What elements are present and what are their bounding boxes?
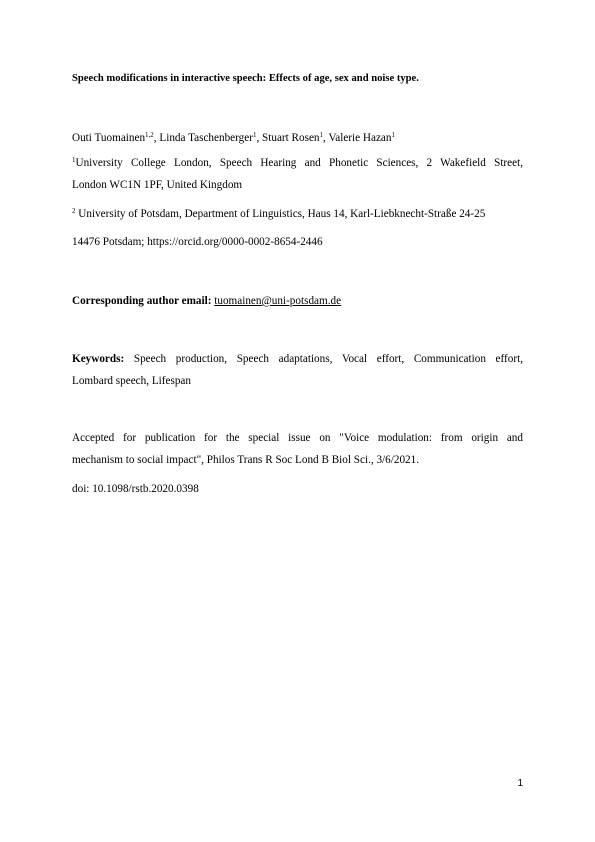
affiliation-1 [72, 152, 523, 196]
affiliation-2-line-2: 14476 Potsdam; https://orcid.org/0000-0002-8654-2446 [72, 236, 323, 248]
paper-title: Speech modifications in interactive speech: Effects of age, sex and noise type. [72, 73, 419, 84]
keywords-line-2: Lombard speech, Lifespan [72, 375, 191, 387]
author-name: Linda Taschenberger [159, 132, 253, 144]
author-affiliation-marker: 1 [252, 131, 257, 139]
author-name: Stuart Rosen [262, 132, 320, 144]
email-label: Corresponding author email: [72, 295, 212, 307]
affiliation-1-line-2: London WC1N 1PF, United Kingdom [72, 179, 243, 191]
keywords-text: Speech production, Speech adaptations, Vocal effort, Communication effort, [133, 353, 523, 365]
author-affiliation-marker: 1 [391, 131, 395, 139]
publication-note-line-2: mechanism to social impact", Philos Trans R Soc Lond B Biol Sci., 3/6/2021. [72, 454, 420, 466]
affiliation-2 [72, 203, 523, 225]
publication-note [72, 427, 523, 471]
affiliation-1-text: University College London, Speech Hearing and Phonetic Sciences, 2 Wakefield Street, [75, 157, 523, 169]
corresponding-email [72, 290, 523, 312]
doi: doi: 10.1098/rstb.2020.0398 [72, 483, 199, 495]
author-name: Valerie Hazan [328, 132, 392, 144]
affiliation-1-line-1 [72, 152, 523, 174]
author-affiliation-marker: 1 [319, 131, 324, 139]
author-list [72, 127, 523, 149]
author-separator: , [323, 132, 329, 144]
author-separator: , [153, 132, 160, 144]
publication-note-line-1: Accepted for publication for the special issue on "Voice modulation: from origin and [72, 432, 523, 444]
keywords-label: Keywords: [72, 353, 125, 365]
author-separator: , [256, 132, 263, 144]
author-affiliation-marker: 1,2 [145, 131, 154, 139]
email-link[interactable]: tuomainen@uni-potsdam.de [214, 295, 342, 307]
page-number: 1 [517, 778, 523, 789]
affiliation-2-text: University of Potsdam, Department of Linguistics, Haus 14, Karl-Liebknecht-Straße 24-25 [75, 208, 486, 220]
affiliation-marker: 2 [72, 207, 76, 215]
author-name: Outi Tuomainen [72, 132, 146, 144]
keywords-line-1 [72, 348, 523, 370]
affiliation-marker: 1 [72, 156, 76, 164]
keywords [72, 348, 523, 392]
